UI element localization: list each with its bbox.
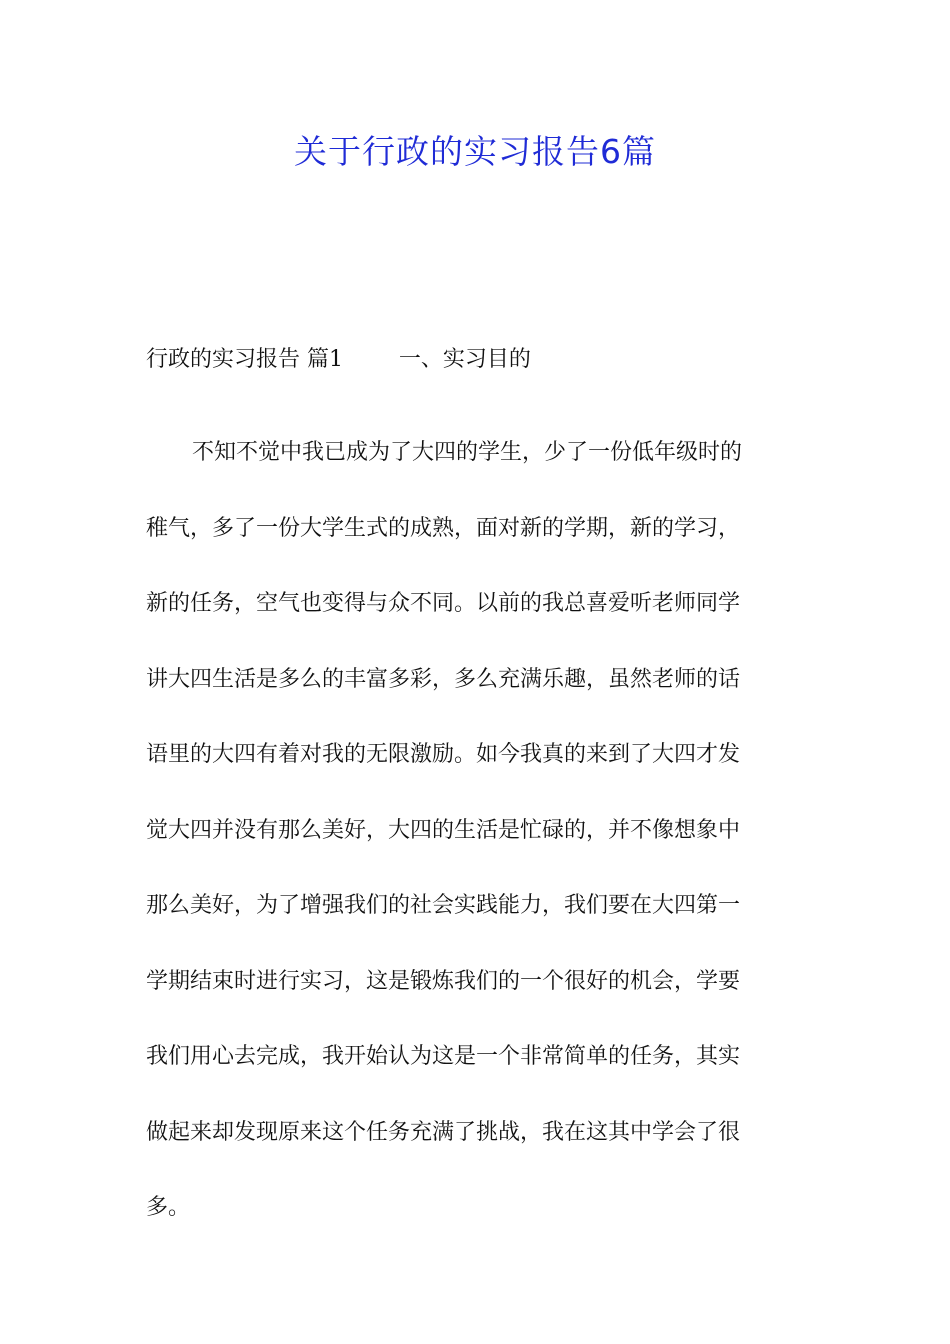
paragraph-line: 觉大四并没有那么美好，大四的生活是忙碌的，并不像想象中 [146,817,741,843]
paragraph-line: 讲大四生活是多么的丰富多彩，多么充满乐趣，虽然老师的话 [146,666,741,692]
paragraph-line: 新的任务，空气也变得与众不同。以前的我总喜爱听老师同学 [146,591,741,616]
paragraph-line: 语里的大四有着对我的无限激励。如今我真的来到了大四才发 [146,742,741,767]
paragraph-line: 多。 [146,1195,191,1220]
paragraph-line: 那么美好，为了增强我们的社会实践能力，我们要在大四第一 [146,893,741,918]
body-paragraph [146,415,806,1246]
document-title: 关于行政的实习报告6篇 [294,132,656,171]
paragraph-line: 我们用心去完成，我开始认为这是一个非常简单的任务，其实 [146,1044,741,1069]
paragraph-line: 学期结束时进行实习，这是锻炼我们的一个很好的机会，学要 [146,968,741,994]
section-heading: 行政的实习报告 篇1 一、实习目的 [146,347,531,372]
paragraph-line: 做起来却发现原来这个任务充满了挑战，我在这其中学会了很 [146,1119,741,1145]
paragraph-line: 不知不觉中我已成为了大四的学生，少了一份低年级时的 [192,440,743,465]
paragraph-line: 稚气，多了一份大学生式的成熟，面对新的学期，新的学习， [146,515,741,541]
